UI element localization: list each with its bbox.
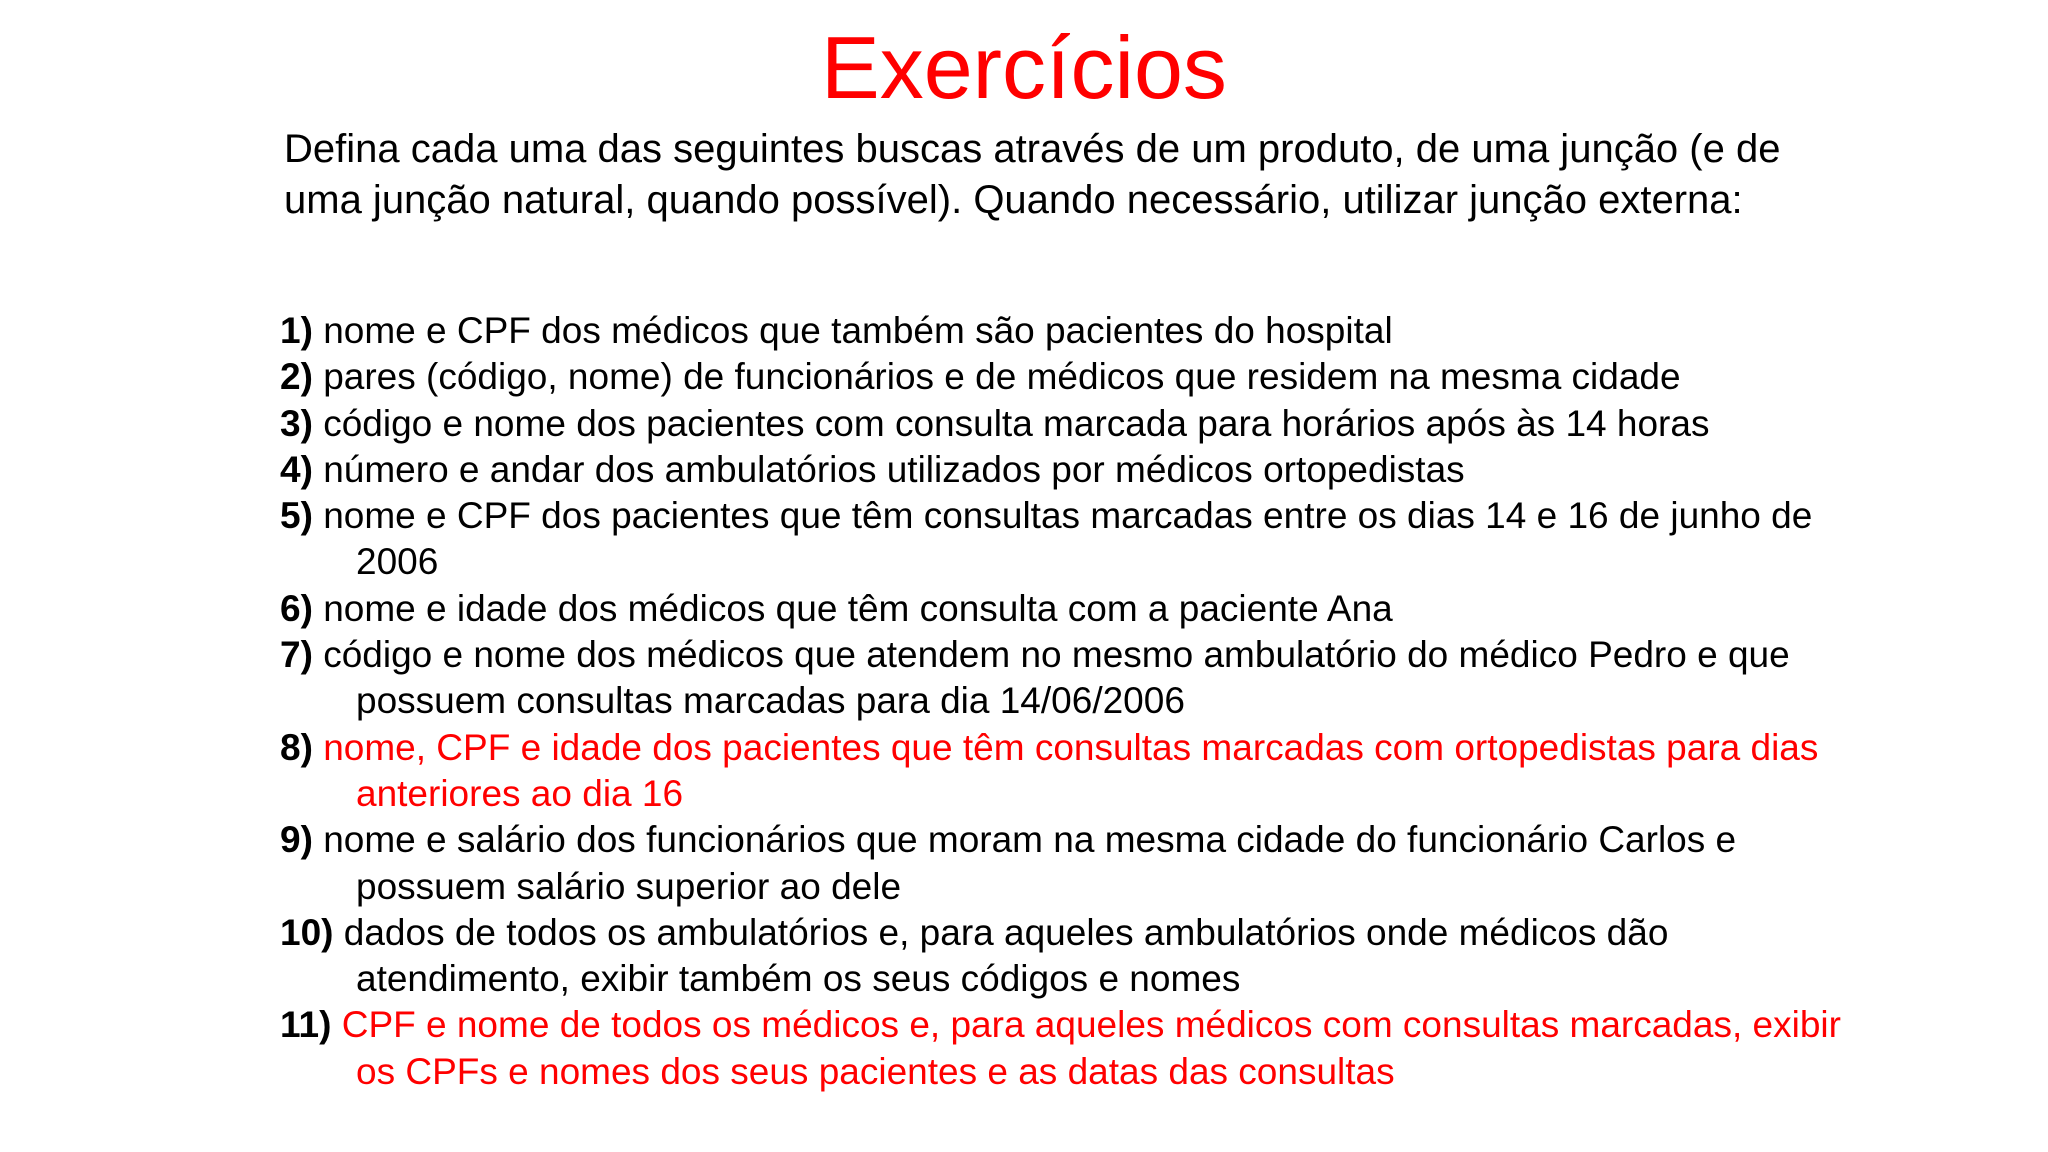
exercise-number: 4) (280, 448, 313, 490)
exercise-number: 7) (280, 634, 313, 676)
exercise-text: nome e CPF dos médicos que também são pacientes do hospital (323, 310, 1393, 351)
exercise-item-1 (280, 308, 1880, 354)
exercise-text: nome e salário dos funcionários que moram na mesma cidade do funcionário Carlos e possuem salário superior ao dele (323, 819, 1737, 907)
exercise-item-2 (280, 354, 1880, 400)
exercise-item-7 (280, 632, 1880, 725)
exercise-item-3 (280, 401, 1880, 447)
exercise-text: número e andar dos ambulatórios utilizados por médicos ortopedistas (323, 448, 1465, 490)
exercise-number: 11) (280, 1004, 332, 1046)
exercise-text: nome e CPF dos pacientes que têm consultas marcadas entre os dias 14 e 16 de junho de 2006 (323, 495, 1813, 583)
exercise-text: código e nome dos médicos que atendem no mesmo ambulatório do médico Pedro e que possuem consultas marcadas para dia 14/06/2006 (323, 634, 1790, 722)
exercise-text: pares (código, nome) de funcionários e de médicos que residem na mesma cidade (323, 356, 1681, 398)
exercise-number: 6) (280, 587, 313, 629)
exercise-number: 10) (280, 911, 334, 953)
slide-title: Exercícios (821, 18, 1227, 117)
exercise-number: 5) (280, 495, 313, 537)
exercise-item-4 (280, 447, 1880, 493)
exercise-item-5 (280, 493, 1880, 586)
exercise-text: CPF e nome de todos os médicos e, para aqueles médicos com consultas marcadas, exibir os CPFs e nomes dos seus pacientes e as datas das consultas (341, 1004, 1841, 1092)
exercise-item-10 (280, 910, 1880, 1003)
exercise-number: 2) (280, 356, 313, 398)
intro-paragraph: Defina cada uma das seguintes buscas através de um produto, de uma junção (e de uma junção natural, quando possível). Quando necessário, utilizar junção externa: (284, 127, 1781, 222)
exercise-text: nome e idade dos médicos que têm consulta com a paciente Ana (323, 587, 1393, 629)
exercise-number: 8) (280, 726, 313, 768)
exercise-number: 9) (280, 819, 313, 861)
exercise-text: código e nome dos pacientes com consulta marcada para horários após às 14 horas (323, 402, 1710, 444)
exercise-item-8 (280, 725, 1880, 818)
exercise-text: dados de todos os ambulatórios e, para aqueles ambulatórios onde médicos dão atendimento, exibir também os seus códigos e nomes (343, 911, 1669, 1000)
exercise-list (280, 308, 1880, 1095)
exercise-text: nome, CPF e idade dos pacientes que têm consultas marcadas com ortopedistas para dias anteriores ao dia 16 (323, 726, 1819, 814)
exercise-item-9 (280, 817, 1880, 910)
exercise-number: 1) (280, 310, 313, 351)
exercise-number: 3) (280, 402, 313, 444)
exercise-item-6 (280, 586, 1880, 632)
exercise-item-11 (280, 1002, 1880, 1095)
